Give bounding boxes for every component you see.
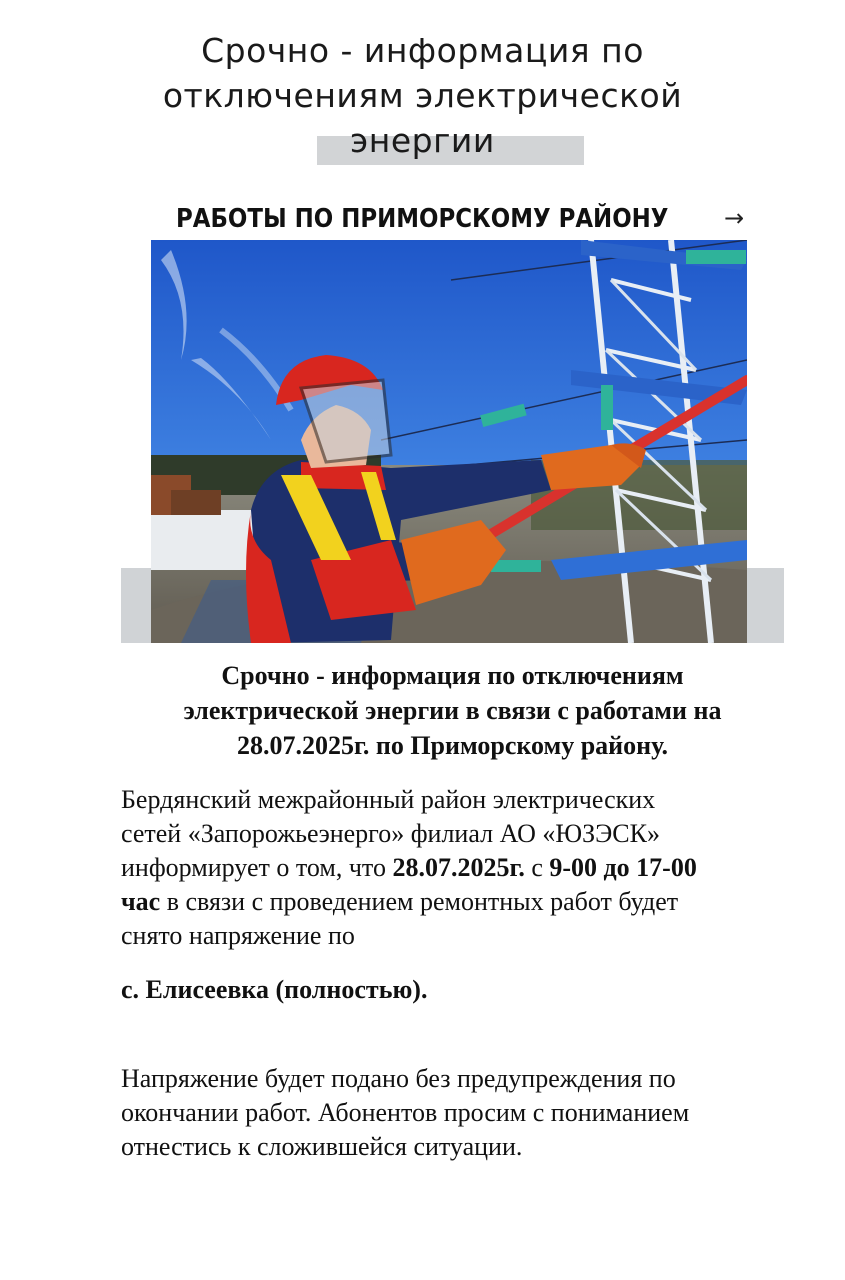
outage-time-range: 9-00 до 17-00 bbox=[549, 853, 697, 882]
page-title-line-2: отключениям электрической bbox=[162, 76, 683, 115]
notice-paragraph bbox=[121, 783, 791, 953]
lead-line-3: 28.07.2025г. по Приморскому району. bbox=[236, 731, 669, 760]
outage-hours-label: час bbox=[121, 887, 161, 916]
section-heading: РАБОТЫ ПО ПРИМОРСКОМУ РАЙОНУ bbox=[176, 204, 669, 234]
page-title-line-1: Срочно - информация по bbox=[201, 31, 644, 70]
lineman-photo bbox=[151, 240, 747, 643]
page-title-line-3: энергии bbox=[350, 121, 495, 160]
lead-line-2: электрической энергии в связи с работами на bbox=[183, 696, 722, 725]
notice-line-4 bbox=[121, 885, 791, 919]
outage-date: 28.07.2025г. bbox=[392, 853, 525, 882]
notice-line-4-rest: в связи с проведением ремонтных работ будет bbox=[160, 887, 679, 916]
lead-heading bbox=[121, 658, 784, 763]
footer-line-3: отнестись к сложившейся ситуации. bbox=[121, 1132, 523, 1161]
lead-line-1: Срочно - информация по отключениям bbox=[221, 661, 684, 690]
footer-paragraph bbox=[121, 1062, 791, 1164]
page-title bbox=[0, 28, 845, 163]
notice-line-3-mid: с bbox=[524, 853, 550, 882]
notice-line-1: Бердянский межрайонный район электрических bbox=[121, 785, 656, 814]
photo-side-bar-right bbox=[747, 568, 784, 643]
locality: с. Елисеевка (полностью). bbox=[121, 975, 428, 1004]
notice-line-3-prefix: информирует о том, что bbox=[121, 853, 393, 882]
notice-line-3 bbox=[121, 851, 791, 885]
photo-side-bar-left bbox=[121, 568, 151, 643]
footer-line-2: окончании работ. Абонентов просим с пониманием bbox=[121, 1098, 690, 1127]
arrow-right-icon: → bbox=[724, 204, 745, 232]
footer-line-1: Напряжение будет подано без предупреждения по bbox=[121, 1064, 676, 1093]
notice-line-5: снято напряжение по bbox=[121, 921, 355, 950]
notice-line-2: сетей «Запорожьеэнерго» филиал АО «ЮЗЭСК» bbox=[121, 819, 660, 848]
